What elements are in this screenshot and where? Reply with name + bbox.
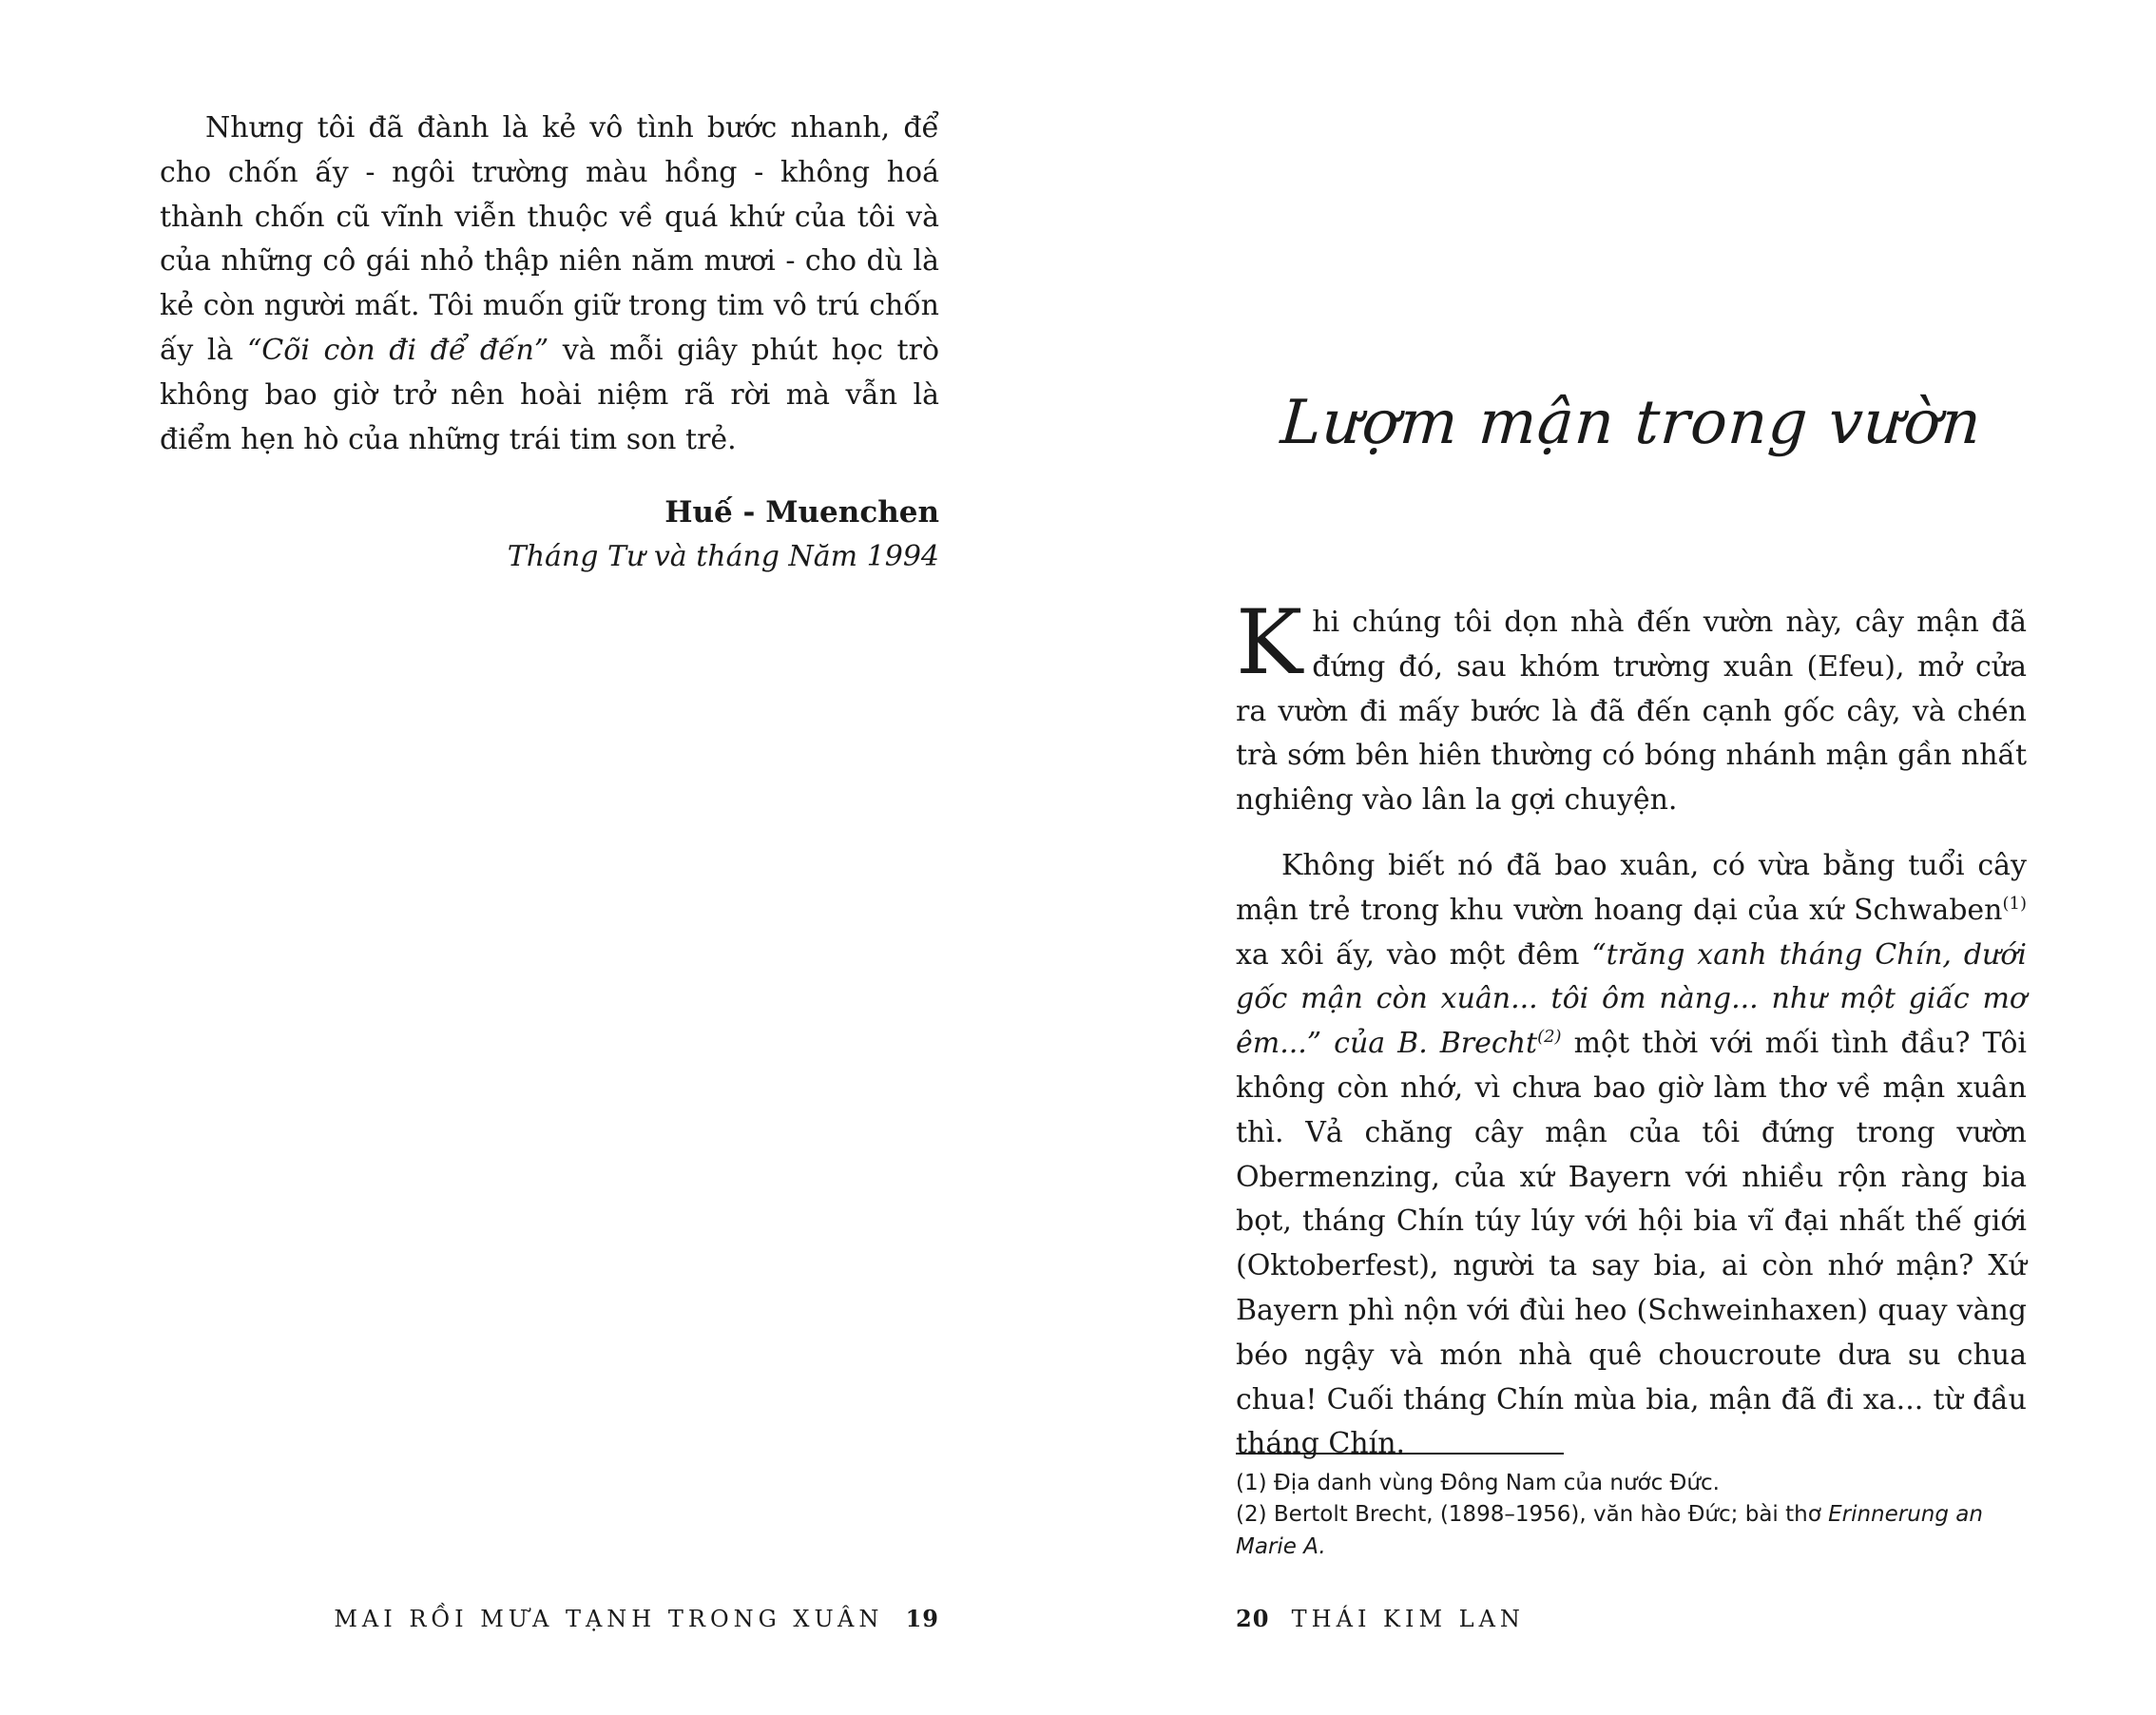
signature-date: Tháng Tư và tháng Năm 1994 xyxy=(507,539,939,573)
left-paragraph xyxy=(160,106,939,462)
left-paragraph-text-2: và mỗi giây phút học trò không bao giờ trở nên hoài niệm rã rời mà vẫn là điểm hẹn hò của những trái tim son trẻ. xyxy=(160,333,940,456)
left-footer-page-number: 19 xyxy=(905,1605,939,1632)
right-footer-author: THÁI KIM LAN xyxy=(1291,1606,1525,1632)
right-paragraph-2-quote: “trăng xanh tháng Chín, dưới gốc mận còn xuân... tôi ôm nàng... như một giấc mơ êm...” của B. Brecht xyxy=(1236,937,2027,1061)
footnote-1: (1) Địa danh vùng Đông Nam của nước Đức. xyxy=(1236,1471,1720,1495)
footnote-2-text: (2) Bertolt Brecht, (1898–1956), văn hào Đức; bài thơ xyxy=(1236,1502,1829,1528)
left-paragraph-quote: “Cõi còn đi để đến” xyxy=(246,333,549,367)
right-paragraph-2-text-1: Không biết nó đã bao xuân, có vừa bằng tuổi cây mận trẻ trong khu vườn hoang dại của xứ Schwaben xyxy=(1236,848,2027,927)
left-page xyxy=(160,106,939,578)
left-paragraph-text-1: Nhưng tôi đã đành là kẻ vô tình bước nhanh, để cho chốn ấy - ngôi trường màu hồng - không hoá thành chốn cũ vĩnh viễn thuộc về quá khứ của tôi và của những cô gái nhỏ thập niên năm mươi - cho dù là kẻ còn người mất. Tôi muốn giữ trong tim vô trú chốn ấy là xyxy=(160,111,939,367)
right-page xyxy=(1236,388,2027,1467)
left-page-footer xyxy=(160,1605,939,1632)
footnote-divider xyxy=(1236,1453,1564,1455)
right-paragraph-1-text: hi chúng tôi dọn nhà đến vườn này, cây mận đã đứng đó, sau khóm trường xuân (Efeu), mở cửa ra vườn đi mấy bước là đã đến cạnh gốc cây, và chén trà sớm bên hiên thường có bóng nhánh mận gần nhất nghiêng vào lân la gợi chuyện. xyxy=(1236,606,2027,818)
signature-place: Huế - Muenchen xyxy=(664,495,939,530)
right-paragraph-1 xyxy=(1236,591,2027,823)
footnote-2-work-title: Erinnerung an Marie A. xyxy=(1236,1502,1983,1559)
chapter-title: Lượm mận trong vườn xyxy=(1278,388,1985,458)
right-paragraph-2-text-2: xa xôi ấy, vào một đêm xyxy=(1236,937,1592,972)
signature-block xyxy=(160,491,939,578)
footnote-2 xyxy=(1236,1499,2027,1563)
left-footer-book-title: MAI RỒI MƯA TẠNH TRONG XUÂN xyxy=(334,1606,884,1632)
footnotes-section xyxy=(1236,1453,2027,1563)
right-paragraph-2 xyxy=(1236,844,2027,1467)
footnote-ref-1: (1) xyxy=(2002,893,2027,914)
drop-cap: K xyxy=(1236,591,1303,695)
right-footer-page-number: 20 xyxy=(1236,1605,1270,1632)
right-page-footer xyxy=(1236,1605,2027,1632)
footnote-ref-2: (2) xyxy=(1537,1027,1562,1048)
right-paragraph-2-text-3: một thời với mối tình đầu? Tôi không còn nhớ, vì chưa bao giờ làm thơ về mận xuân thì. Vả chăng cây mận của tôi đứng trong vườn Obermenzing, của xứ Bayern với nhiều rộn ràng bia bọt, tháng Chín túy lúy với hội bia vĩ đại nhất thế giới (Oktoberfest), người ta say bia, ai còn nhớ mận? Xứ Bayern phì nộn với đùi heo (Schweinhaxen) quay vàng béo ngậy và món nhà quê choucroute dưa su chua chua! Cuối tháng Chín mùa bia, mận đã đi xa... từ đầu tháng Chín. xyxy=(1236,1027,2027,1461)
